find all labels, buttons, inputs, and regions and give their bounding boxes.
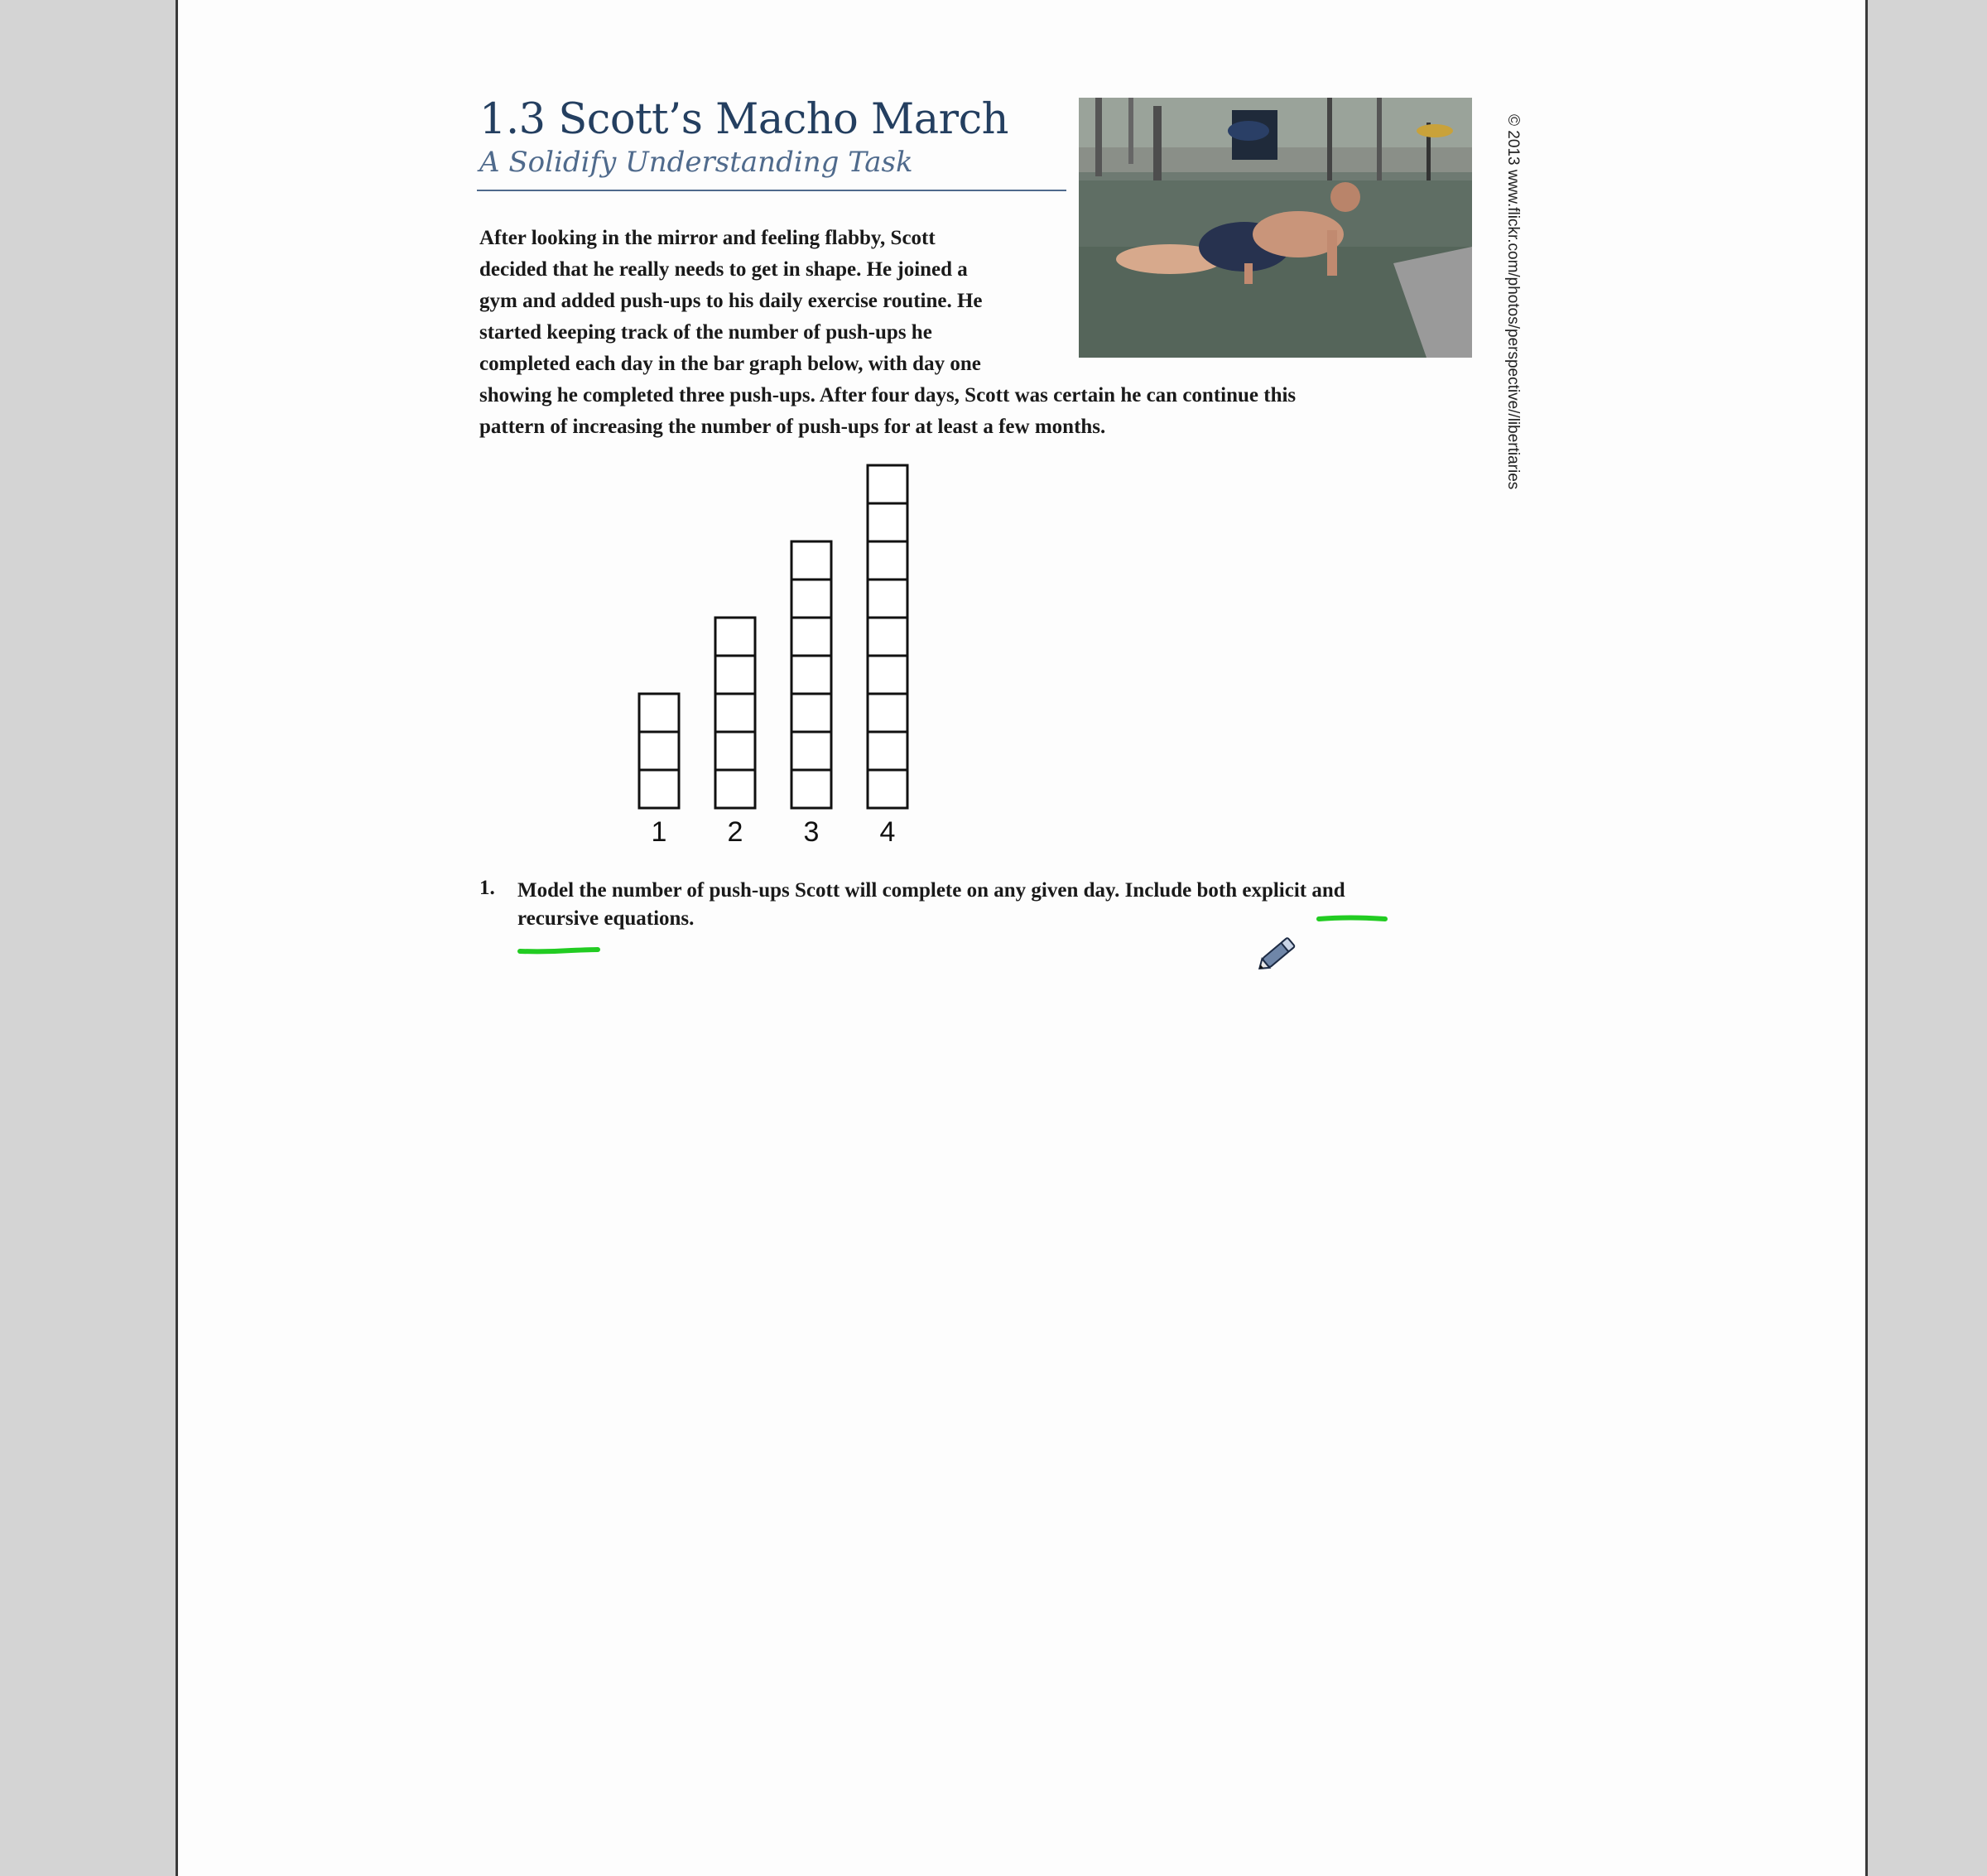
bar-cell — [715, 618, 755, 656]
x-tick-label: 1 — [651, 816, 667, 848]
intro-line: completed each day in the bar graph below, with day one — [479, 353, 981, 375]
bar-cell — [868, 580, 907, 618]
page-title: 1.3 Scott’s Macho March — [479, 95, 1008, 144]
intro-line: started keeping track of the number of push-ups he — [479, 321, 932, 344]
question-line: recursive equations. — [517, 907, 695, 930]
bar-cell — [868, 656, 907, 694]
bar-cell — [715, 694, 755, 732]
bar-cell — [791, 580, 831, 618]
bar-cell — [868, 503, 907, 541]
intro-line: showing he completed three push-ups. After four days, Scott was certain he can continue this — [479, 384, 1297, 406]
pushup-bar-chart — [613, 455, 944, 853]
bar-cell — [715, 770, 755, 808]
bar-cell — [791, 694, 831, 732]
bar-cell — [791, 770, 831, 808]
bar-day-1 — [639, 694, 679, 808]
intro-line: pattern of increasing the number of push-ups for at least a few months. — [479, 416, 1106, 438]
intro-line: gym and added push-ups to his daily exercise routine. He — [479, 290, 983, 312]
highlight-mark — [1312, 911, 1395, 927]
x-tick-label: 3 — [803, 816, 820, 848]
intro-line: After looking in the mirror and feeling flabby, Scott — [479, 227, 936, 249]
pen-cursor-icon — [1250, 923, 1308, 981]
document-page — [176, 0, 1868, 1876]
bar-cell — [715, 656, 755, 694]
question-text — [517, 877, 1345, 933]
question-number: 1. — [479, 877, 495, 899]
bar-cell — [791, 541, 831, 580]
photo-credit: © 2013 www.flickr.com/photos/perspective//libertiaries — [1504, 114, 1522, 490]
title-divider — [477, 190, 1066, 191]
bar-cell — [791, 732, 831, 770]
bar-cell — [791, 656, 831, 694]
x-tick-label: 4 — [879, 816, 896, 848]
x-tick-label: 2 — [727, 816, 743, 848]
question-line: Model the number of push-ups Scott will complete on any given day. Include both explicit and — [517, 879, 1345, 902]
page-subtitle: A Solidify Understanding Task — [479, 146, 913, 179]
pushup-photo-illustration — [1079, 98, 1472, 358]
pushup-photo — [1079, 98, 1472, 358]
bar-cell — [639, 694, 679, 732]
bar-day-3 — [791, 541, 831, 808]
bar-cell — [868, 770, 907, 808]
bar-cell — [868, 465, 907, 503]
bar-day-2 — [715, 618, 755, 808]
highlight-mark — [513, 942, 604, 959]
intro-line: decided that he really needs to get in shape. He joined a — [479, 258, 968, 281]
bar-cell — [868, 541, 907, 580]
bar-day-4 — [868, 465, 907, 808]
bar-cell — [868, 732, 907, 770]
bar-cell — [791, 618, 831, 656]
bar-cell — [868, 618, 907, 656]
bar-cell — [868, 694, 907, 732]
bar-cell — [715, 732, 755, 770]
bar-cell — [639, 732, 679, 770]
bar-cell — [639, 770, 679, 808]
